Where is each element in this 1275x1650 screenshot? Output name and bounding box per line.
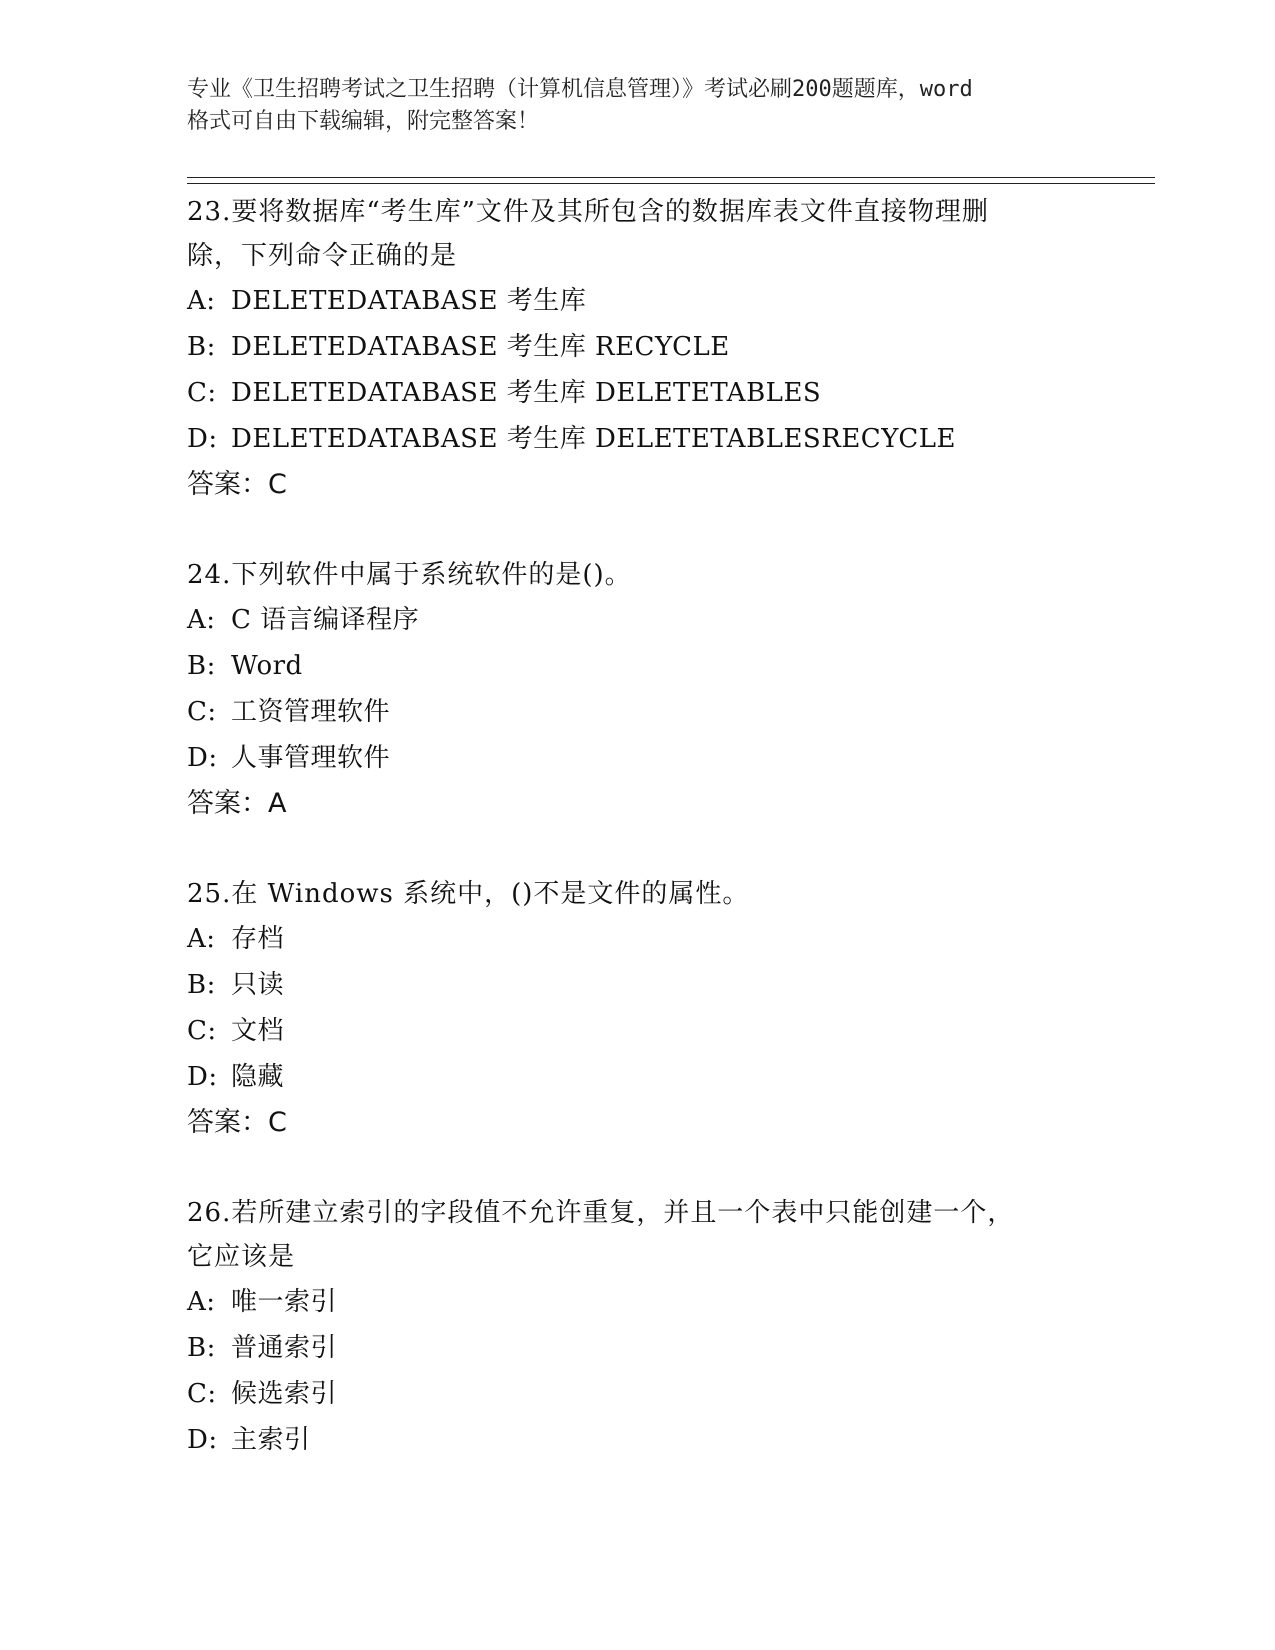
option-letter: D: [187,1062,218,1092]
option-text: Word [231,651,303,681]
option-b [187,962,1087,1008]
document-header [187,74,1087,138]
option-letter: B: [187,1333,216,1363]
option-letter: C: [187,697,217,727]
option-a [187,916,1087,962]
option-a [187,278,1087,324]
header-line-2: 格式可自由下载编辑，附完整答案！ [187,109,540,134]
option-text: 候选索引 [231,1379,338,1409]
option-text: 文档 [231,1016,285,1046]
question-stem-line: 它应该是 [187,1242,296,1272]
option-letter: B: [187,332,216,362]
option-letter: A: [187,1287,216,1317]
option-c [187,1008,1087,1054]
option-text: 存档 [231,924,285,954]
option-a [187,1279,1087,1325]
question-stem [187,872,1087,916]
question-stem-line: 25.在 Windows 系统中，()不是文件的属性。 [187,879,750,909]
option-text: C 语言编译程序 [231,605,420,635]
question-24 [187,553,1087,827]
option-text: 工资管理软件 [231,697,391,727]
option-d [187,1054,1087,1100]
option-letter: A: [187,605,216,635]
option-letter: D: [187,424,218,454]
option-letter: B: [187,651,216,681]
option-letter: C: [187,1016,217,1046]
question-stem-line: 除，下列命令正确的是 [187,241,458,271]
option-text: 隐藏 [231,1062,285,1092]
option-c [187,1371,1087,1417]
option-b [187,1325,1087,1371]
option-text: DELETEDATABASE 考生库 DELETETABLESRECYCLE [231,424,957,454]
header-divider-top [187,177,1155,178]
option-letter: C: [187,378,217,408]
option-c [187,689,1087,735]
header-divider-bottom [187,183,1155,184]
option-text: 人事管理软件 [231,743,391,773]
option-text: 普通索引 [231,1333,338,1363]
option-a [187,597,1087,643]
option-d [187,735,1087,781]
option-letter: D: [187,1425,218,1455]
option-letter: A: [187,924,216,954]
option-letter: C: [187,1379,217,1409]
question-23 [187,190,1087,508]
question-stem [187,190,1087,278]
option-b [187,324,1087,370]
question-stem-line: 26.若所建立索引的字段值不允许重复，并且一个表中只能创建一个， [187,1198,1015,1228]
option-c [187,370,1087,416]
question-stem [187,1191,1087,1279]
option-text: 主索引 [231,1425,311,1455]
header-line-1: 专业《卫生招聘考试之卫生招聘（计算机信息管理）》考试必刷200题题库，word [187,77,973,102]
option-letter: A: [187,286,216,316]
question-stem-line: 23.要将数据库“考生库”文件及其所包含的数据库表文件直接物理删 [187,197,989,227]
option-text: DELETEDATABASE 考生库 RECYCLE [231,332,730,362]
option-d [187,416,1087,462]
option-d [187,1417,1087,1463]
answer-line: 答案：A [187,788,287,819]
question-26 [187,1191,1087,1463]
answer-line: 答案：C [187,1107,287,1138]
question-stem-line: 24.下列软件中属于系统软件的是()。 [187,560,632,590]
question-stem [187,553,1087,597]
question-25 [187,872,1087,1146]
option-text: DELETEDATABASE 考生库 DELETETABLES [231,378,822,408]
option-letter: B: [187,970,216,1000]
answer-line: 答案：C [187,469,287,500]
option-b [187,643,1087,689]
option-text: 唯一索引 [231,1287,338,1317]
option-text: 只读 [231,970,285,1000]
option-letter: D: [187,743,218,773]
option-text: DELETEDATABASE 考生库 [231,286,587,316]
